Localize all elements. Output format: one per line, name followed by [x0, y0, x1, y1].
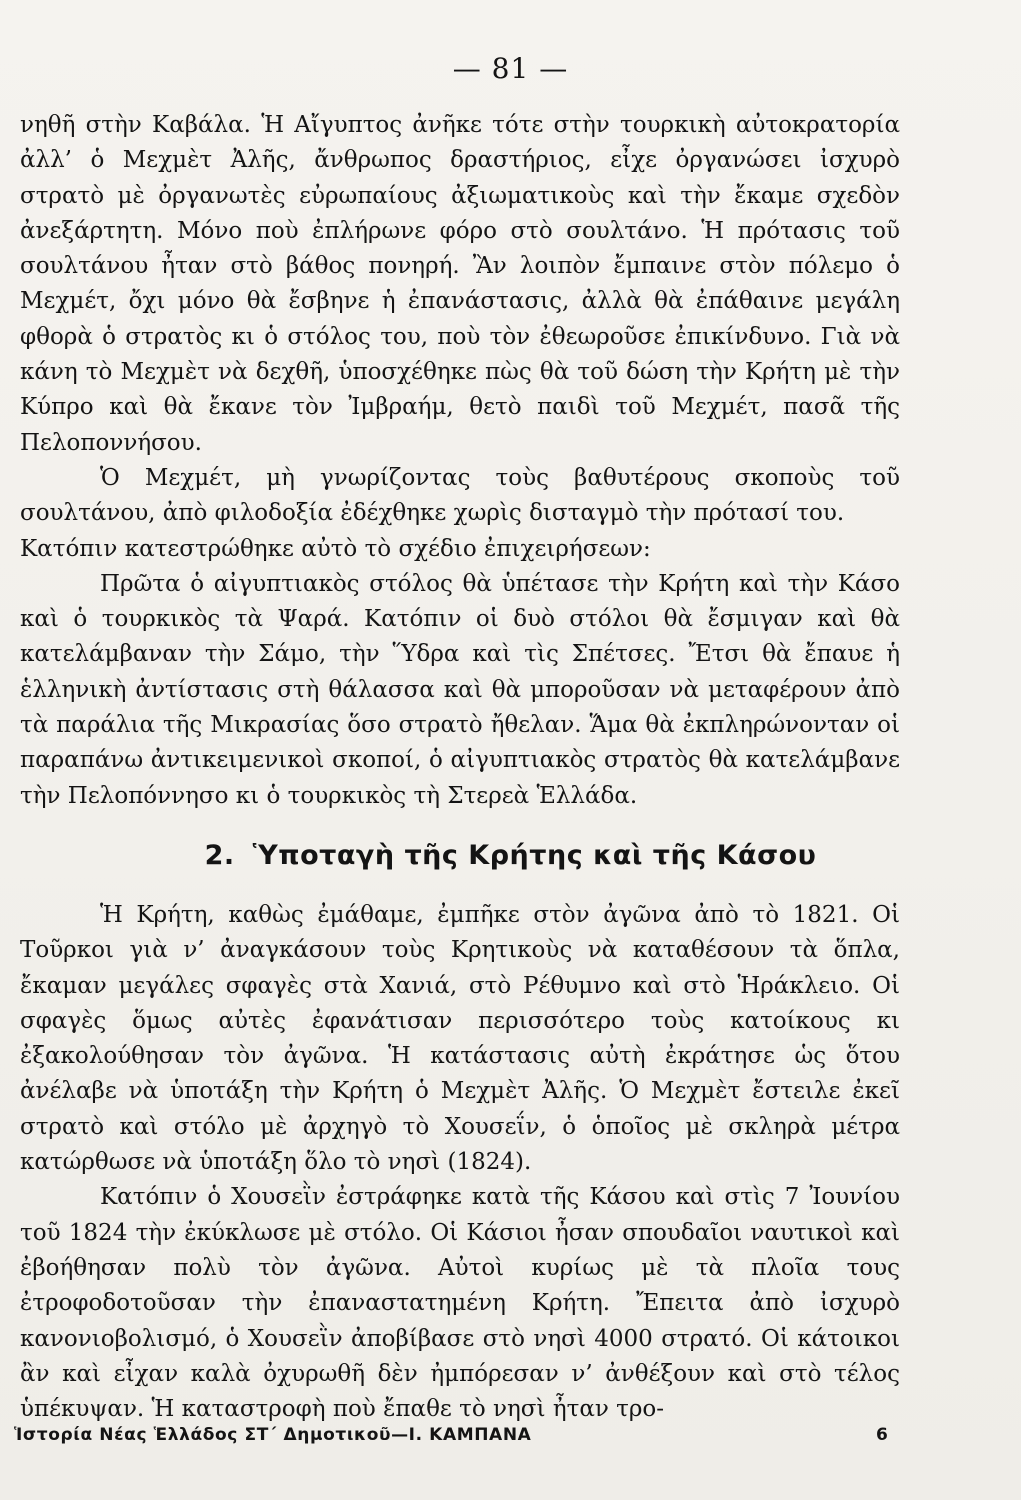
- footer-book-title: Ἱστορία Νέας Ἑλλάδος ΣΤ΄ Δημοτικοῦ—Ι. ΚΑΜΠΑΝΑ: [14, 1425, 532, 1445]
- paragraph: Ἡ Κρήτη, καθὼς ἐμάθαμε, ἐμπῆκε στὸν ἀγῶνα ἀπὸ τὸ 1821. Οἱ Τοῦρκοι γιὰ ν’ ἀναγκάσουν τοὺς Κρητικοὺς νὰ καταθέσουν τὰ ὅπλα, ἔκαμαν μεγάλες σφαγὲς στὰ Χανιά, στὸ Ρέθυμνο καὶ στὸ Ἡράκλειο. Οἱ σφαγὲς ὅμως αὐτὲς ἐφανάτισαν περισσότερο τοὺς κατοίκους κι ἐξακολούθησαν τὸν ἀγῶνα. Ἡ κατάστασις αὐτὴ ἐκράτησε ὡς ὅτου ἀνέλαβε νὰ ὑποτάξη τὴν Κρήτη ὁ Μεχμὲτ Ἀλῆς. Ὁ Μεχμὲτ ἔστειλε ἐκεῖ στρατὸ καὶ στόλο μὲ ἀρχηγὸ τὸ Χουσεΐν, ὁ ὁποῖος μὲ σκληρὰ μέτρα κατώρθωσε νὰ ὑποτάξη ὅλο τὸ νησὶ (1824).: [20, 902, 900, 1176]
- paragraph: Κατόπιν κατεστρώθηκε αὐτὸ τὸ σχέδιο ἐπιχειρήσεων:: [20, 535, 651, 562]
- text-block-upper: [20, 108, 900, 814]
- paragraph: νηθῆ στὴν Καβάλα. Ἡ Αἴγυπτος ἀνῆκε τότε στὴν τουρκικὴ αὐτοκρατορία ἀλλ’ ὁ Μεχμὲτ Ἀλῆς, ἄνθρωπος δραστήριος, εἶχε ὀργανώσει ἰσχυρὸ στρατὸ μὲ ὀργανωτὲς εὐρωπαίους ἀξιωματικοὺς καὶ τὴν ἔκαμε σχεδὸν ἀνεξάρτητη. Μόνο ποὺ ἐπλήρωνε φόρο στὸ σουλτάνο. Ἡ πρότασις τοῦ σουλτάνου ἦταν στὸ βάθος πονηρή. Ἂν λοιπὸν ἔμπαινε στὸν πόλεμο ὁ Μεχμέτ, ὄχι μόνο θὰ ἔσβηνε ἡ ἐπανάστασις, ἀλλὰ θὰ ἐπάθαινε μεγάλη φθορὰ ὁ στρατὸς κι ὁ στόλος του, ποὺ τὸν ἐθεωροῦσε ἐπικίνδυνο. Γιὰ νὰ κάνη τὸ Μεχμὲτ νὰ δεχθῆ, ὑποσχέθηκε πὼς θὰ τοῦ δώση τὴν Κρήτη μὲ τὴν Κύπρο καὶ θὰ ἔκανε τὸν Ἰμβραήμ, θετὸ παιδὶ τοῦ Μεχμέτ, πασᾶ τῆς Πελοποννήσου.: [20, 112, 900, 456]
- text-block-lower: [20, 898, 900, 1427]
- section-number: 2.: [204, 840, 235, 871]
- section-heading: [0, 840, 1021, 871]
- paragraph: Πρῶτα ὁ αἰγυπτιακὸς στόλος θὰ ὑπέτασε τὴν Κρήτη καὶ τὴν Κάσο καὶ ὁ τουρκικὸς τὰ Ψαρά. Κατόπιν οἱ δυὸ στόλοι θὰ ἔσμιγαν καὶ θὰ κατελάμβαναν τὴν Σάμο, τὴν Ὕδρα καὶ τὶς Σπέτσες. Ἔτσι θὰ ἔπαυε ἡ ἑλληνικὴ ἀντίστασις στὴ θάλασσα καὶ θὰ μποροῦσαν νὰ μεταφέρουν ἀπὸ τὰ παράλια τῆς Μικρασίας ὅσο στρατὸ ἤθελαν. Ἅμα θὰ ἐκπληρώνονταν οἱ παραπάνω ἀντικειμενικοὶ σκοποί, ὁ αἰγυπτιακὸς στρατὸς θὰ κατελάμβανε τὴν Πελοπόννησο κι ὁ τουρκικὸς τὴ Στερεὰ Ἑλλάδα.: [20, 570, 900, 809]
- footer-signature-number: 6: [876, 1425, 888, 1445]
- section-title: Ὑποταγὴ τῆς Κρήτης καὶ τῆς Κάσου: [252, 840, 817, 871]
- paragraph: Κατόπιν ὁ Χουσεῒν ἐστράφηκε κατὰ τῆς Κάσου καὶ στὶς 7 Ἰουνίου τοῦ 1824 τὴν ἐκύκλωσε μὲ στόλο. Οἱ Κάσιοι ἦσαν σπουδαῖοι ναυτικοὶ καὶ ἐβοήθησαν πολὺ τὸν ἀγῶνα. Αὐτοὶ κυρίως μὲ τὰ πλοῖα τους ἐτροφοδοτοῦσαν τὴν ἐπαναστατημένη Κρήτη. Ἔπειτα ἀπὸ ἰσχυρὸ κανονιοβολισμό, ὁ Χουσεῒν ἀποβίβασε στὸ νησὶ 4000 στρατό. Οἱ κάτοικοι ἂν καὶ εἶχαν καλὰ ὀχυρωθῆ δὲν ἠμπόρεσαν ν’ ἀνθέξουν καὶ στὸ τέλος ὑπέκυψαν. Ἡ καταστροφὴ ποὺ ἔπαθε τὸ νησὶ ἦταν τρο-: [20, 1184, 900, 1423]
- paragraph: Ὁ Μεχμέτ, μὴ γνωρίζοντας τοὺς βαθυτέρους σκοποὺς τοῦ σουλτάνου, ἀπὸ φιλοδοξία ἐδέχθηκε χωρὶς δισταγμὸ τὴν πρότασί του.: [20, 464, 900, 527]
- page-number: — 81 —: [452, 52, 569, 85]
